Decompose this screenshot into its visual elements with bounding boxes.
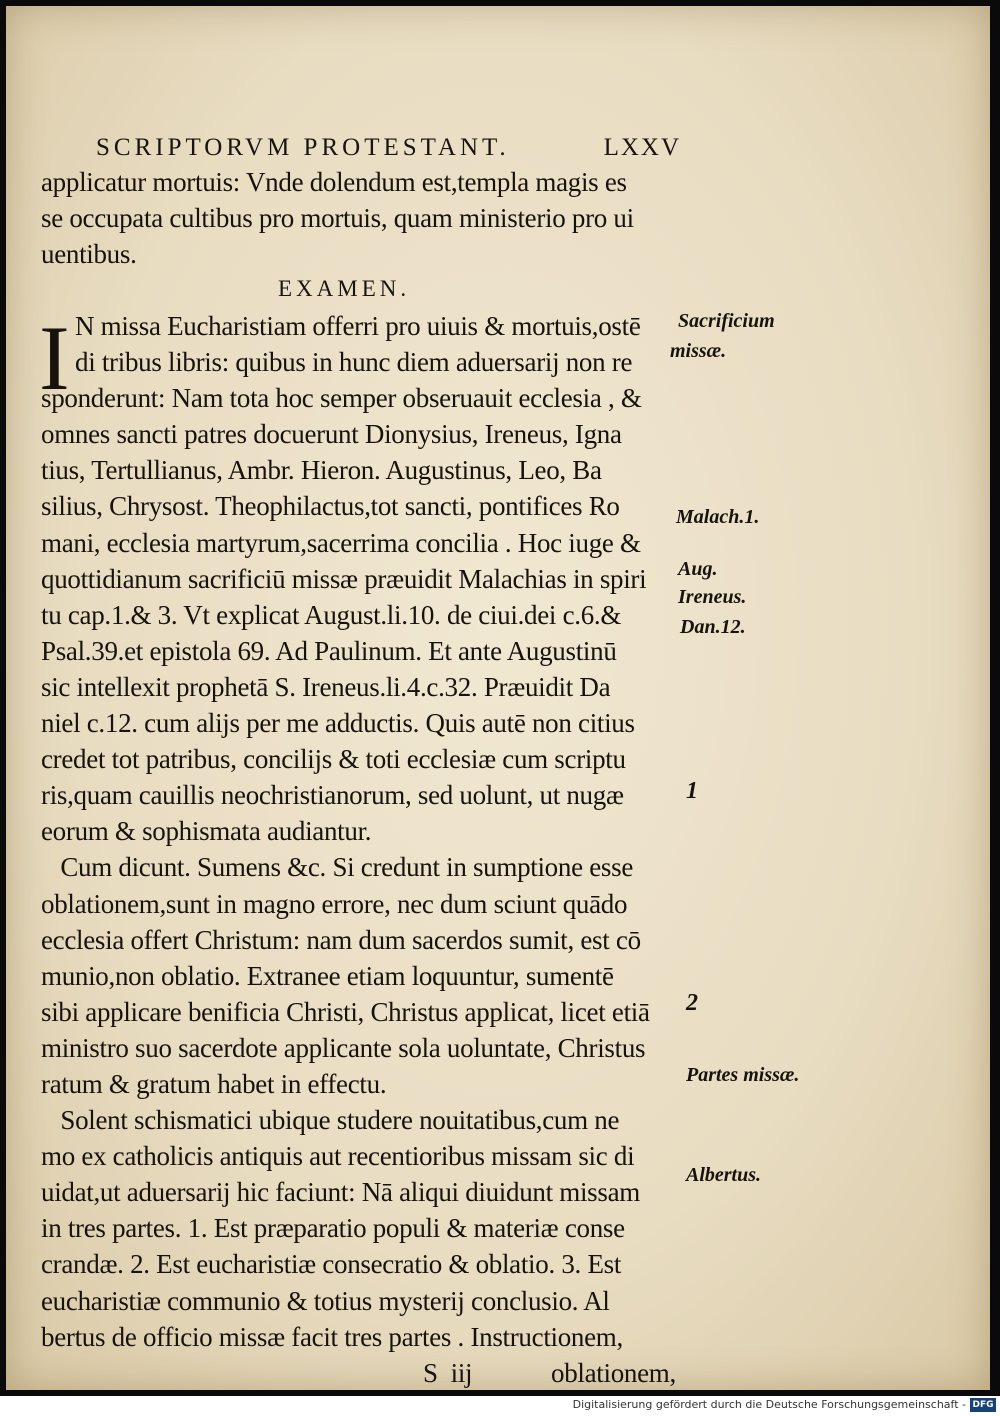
text-line: quottidianum sacrificiū missæ præuidit Malachias in spiri — [41, 563, 647, 594]
marginal-note: Ireneus. — [678, 586, 747, 608]
text-line: oblationem,sunt in magno errore, nec dum sciunt quādo — [41, 888, 628, 919]
text-line: mani, ecclesia martyrum,sacerrima concilia . Hoc iuge & — [41, 527, 641, 558]
funding-credit: Digitalisierung gefördert durch die Deutsche Forschungsgemeinschaft - — [572, 1398, 966, 1411]
text-line: applicatur mortuis: Vnde dolendum est,templa magis es — [41, 167, 627, 197]
text-line: ratum & gratum habet in effectu. — [41, 1068, 387, 1099]
text-line: uentibus. — [41, 239, 137, 270]
text-line: eorum & sophismata audiantur. — [41, 816, 372, 847]
text-line: uidat,ut aduersarij hic faciunt: Nā aliqui diuidunt missam — [41, 1177, 640, 1208]
marginal-note: Sacrificium — [678, 310, 775, 332]
text-line: bertus de officio missæ facit tres partes . Instructionem, — [41, 1321, 623, 1352]
catchline — [41, 1355, 686, 1391]
text-line: Cum dicunt. Sumens &c. Si credunt in sumptione esse — [41, 852, 633, 883]
text-line: silius, Chrysost. Theophilactus,tot sancti, pontifices Ro — [41, 491, 620, 522]
page-header — [96, 134, 681, 168]
text-line: omnes sancti patres docuerunt Dionysius, Ireneus, Igna — [41, 419, 622, 450]
drop-capital: I — [39, 307, 70, 409]
folio-number: LXXV — [603, 134, 681, 161]
text-line: sic intellexit prophetā S. Ireneus.li.4.c.32. Præuidit Da — [41, 671, 611, 702]
text-line: munio,non oblatio. Extranee etiam loquuntur, sumentē — [41, 960, 614, 991]
text-line: ministro suo sacerdote applicante sola uoluntate, Christus — [41, 1032, 646, 1063]
dfg-logo: DFG — [970, 1398, 996, 1412]
marginal-note: 2 — [686, 990, 698, 1016]
marginal-note: Malach.1. — [676, 506, 760, 528]
marginal-note: Dan.12. — [680, 616, 746, 638]
marginal-note: 1 — [686, 778, 698, 804]
text-line: sibi applicare benificia Christi, Christus applicat, licet etiā — [41, 996, 650, 1027]
marginal-note: Partes missæ. — [686, 1064, 800, 1086]
body-text — [41, 308, 686, 1391]
marginal-note: Albertus. — [686, 1164, 762, 1186]
text-line: niel c.12. cum alijs per me adductis. Quis autē non citius — [41, 708, 635, 739]
text-line: mo ex catholicis antiquis aut recentioribus missam sic di — [41, 1141, 635, 1172]
text-line: Solent schismatici ubique studere nouitatibus,cum ne — [41, 1105, 620, 1136]
signature-mark: S iij — [423, 1357, 473, 1388]
marginal-note: Aug. — [678, 558, 718, 580]
text-line: tu cap.1.& 3. Vt explicat August.li.10. de ciui.dei c.6.& — [41, 599, 622, 630]
digitization-footer — [0, 1396, 1000, 1416]
text-line: se occupata cultibus pro mortuis, quam ministerio pro ui — [41, 203, 634, 234]
text-line: in tres partes. 1. Est præparatio populi & materiæ conse — [41, 1213, 625, 1244]
text-line: ecclesia offert Christum: nam dum sacerdos sumit, est cō — [41, 924, 641, 955]
text-line: tius, Tertullianus, Ambr. Hieron. Augustinus, Leo, Ba — [41, 455, 602, 486]
text-line: N missa Eucharistiam offerri pro uiuis & mortuis,ostē — [75, 311, 641, 341]
text-line: credet tot patribus, concilijs & toti ecclesiæ cum scriptu — [41, 744, 626, 775]
text-line: crandæ. 2. Est eucharistiæ consecratio & oblatio. 3. Est — [41, 1249, 622, 1280]
text-line: sponderunt: Nam tota hoc semper obseruauit ecclesia , & — [41, 383, 642, 414]
intro-text — [41, 164, 686, 272]
book-page — [6, 6, 990, 1390]
running-title: SCRIPTORVM PROTESTANT. — [96, 134, 510, 161]
text-line: ris,quam cauillis neochristianorum, sed uolunt, ut nugæ — [41, 780, 624, 811]
catchword: oblationem, — [551, 1357, 676, 1388]
text-line: di tribus libris: quibus in hunc diem aduersarij non re — [75, 347, 633, 378]
section-heading: EXAMEN. — [278, 276, 411, 301]
text-line: eucharistiæ communio & totius mysterij conclusio. Al — [41, 1285, 610, 1316]
marginal-note: missæ. — [670, 340, 727, 362]
text-line: Psal.39.et epistola 69. Ad Paulinum. Et ante Augustinū — [41, 635, 617, 666]
